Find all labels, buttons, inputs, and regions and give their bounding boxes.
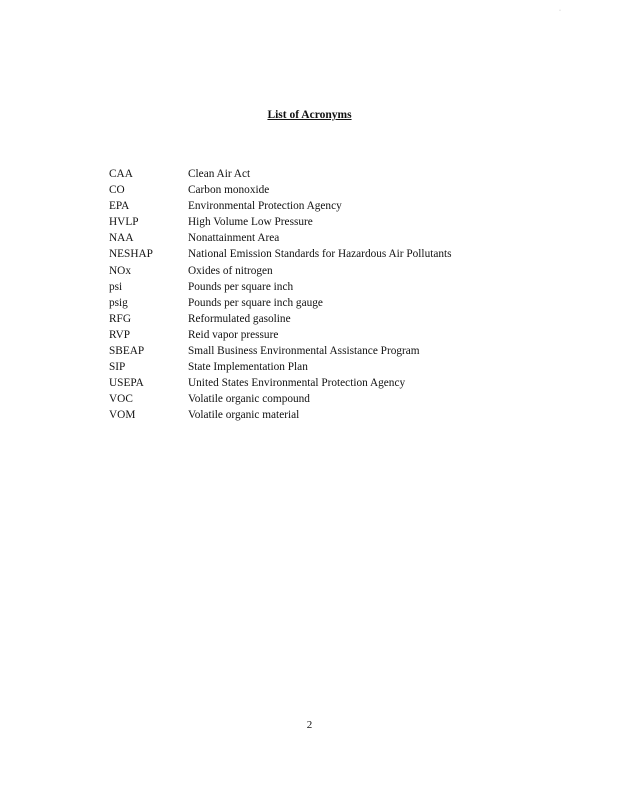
acronym-row-epa <box>109 198 452 214</box>
acronym-term: NAA <box>109 232 134 245</box>
acronym-row-caa <box>109 166 452 182</box>
acronym-definition: Small Business Environmental Assistance Program <box>188 345 420 358</box>
acronym-term: EPA <box>109 200 130 213</box>
acronym-term: psi <box>109 280 123 293</box>
acronym-row-rvp <box>109 327 452 343</box>
page-number: 2 <box>306 719 313 731</box>
acronym-term: USEPA <box>109 377 144 390</box>
acronym-term: HVLP <box>109 216 139 229</box>
acronym-term: NESHAP <box>109 248 153 261</box>
acronym-row-sip <box>109 359 452 375</box>
acronym-list <box>109 166 452 424</box>
acronym-row-hvlp <box>109 214 452 230</box>
acronym-row-naa <box>109 230 452 246</box>
acronym-term: NOx <box>109 264 131 277</box>
acronym-definition: Oxides of nitrogen <box>188 264 273 277</box>
acronym-definition: Volatile organic compound <box>188 393 310 406</box>
acronym-row-neshap <box>109 246 452 262</box>
acronym-row-voc <box>109 391 452 407</box>
acronym-row-psi <box>109 279 452 295</box>
acronym-definition: Nonattainment Area <box>188 232 280 245</box>
acronym-definition: Carbon monoxide <box>188 184 270 197</box>
acronym-term: psig <box>109 296 128 309</box>
acronym-row-usepa <box>109 375 452 391</box>
acronym-term: SIP <box>109 361 126 374</box>
corner-mark: · <box>559 8 561 14</box>
acronym-definition: Clean Air Act <box>188 168 251 180</box>
acronym-row-rfg <box>109 311 452 327</box>
acronym-term: RVP <box>109 328 131 341</box>
acronym-term: VOM <box>109 409 136 422</box>
acronym-term: SBEAP <box>109 345 145 358</box>
acronym-row-vom <box>109 407 452 423</box>
acronym-definition: United States Environmental Protection Agency <box>188 377 406 390</box>
acronym-definition: National Emission Standards for Hazardous Air Pollutants <box>188 248 452 261</box>
acronym-term: CAA <box>109 168 133 180</box>
acronym-row-psig <box>109 295 452 311</box>
acronym-definition: Reid vapor pressure <box>188 328 279 341</box>
acronym-definition: Reformulated gasoline <box>188 312 291 325</box>
acronym-definition: Volatile organic material <box>188 409 300 422</box>
acronym-definition: Pounds per square inch <box>188 280 294 293</box>
acronym-definition: High Volume Low Pressure <box>188 216 313 229</box>
acronym-definition: Pounds per square inch gauge <box>188 296 323 309</box>
acronym-term: CO <box>109 184 125 197</box>
acronym-definition: Environmental Protection Agency <box>188 200 342 213</box>
acronym-row-co <box>109 182 452 198</box>
page-title: List of Acronyms <box>267 109 352 121</box>
acronym-row-nox <box>109 263 452 279</box>
acronym-definition: State Implementation Plan <box>188 361 308 374</box>
acronym-term: RFG <box>109 312 131 325</box>
acronym-row-sbeap <box>109 343 452 359</box>
acronym-term: VOC <box>109 393 133 406</box>
